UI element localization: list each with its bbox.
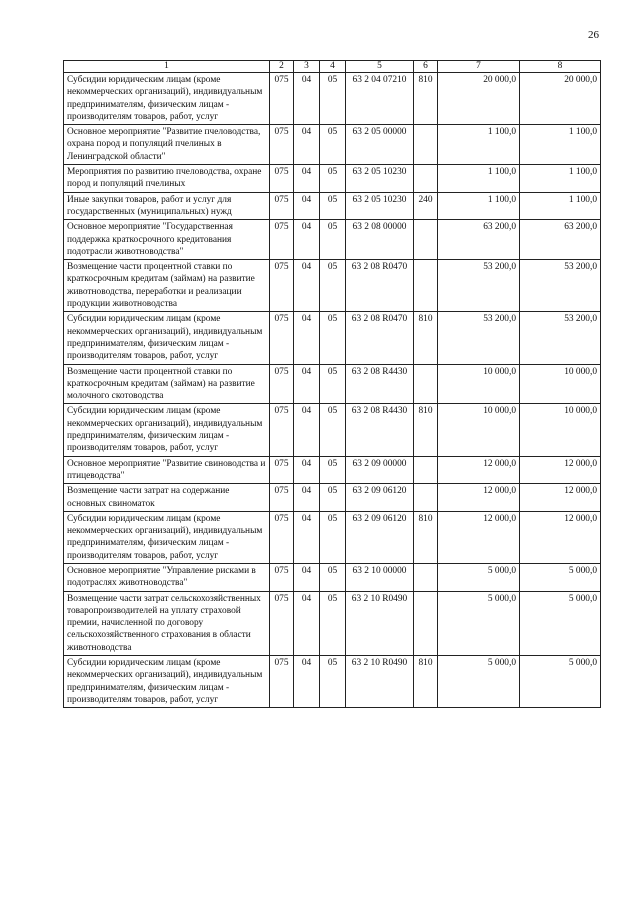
- table-row: [64, 260, 601, 312]
- amount2-cell: 1 100,0: [520, 192, 601, 220]
- page-number: 26: [588, 29, 599, 41]
- table-row: [64, 165, 601, 193]
- column-header: 1: [64, 61, 270, 73]
- type-cell: [414, 563, 438, 591]
- code-cell: 63 2 08 00000: [346, 220, 414, 260]
- col2-cell: 075: [270, 312, 294, 364]
- amount1-cell: 63 200,0: [438, 220, 520, 260]
- col4-cell: 05: [320, 192, 346, 220]
- type-cell: 810: [414, 404, 438, 456]
- col2-cell: 075: [270, 404, 294, 456]
- row-name-cell: Субсидии юридическим лицам (кроме некоммерческих организаций), индивидуальным предпринимателям, физическим лицам - производителям товаров, работ, услуг: [64, 511, 270, 563]
- amount2-cell: 63 200,0: [520, 220, 601, 260]
- amount2-cell: 1 100,0: [520, 165, 601, 193]
- col3-cell: 04: [294, 456, 320, 484]
- table-row: [64, 312, 601, 364]
- row-name-cell: Основное мероприятие "Развитие пчеловодства, охрана пород и популяций пчелиных в Ленинградской области": [64, 125, 270, 165]
- col3-cell: 04: [294, 312, 320, 364]
- col3-cell: 04: [294, 220, 320, 260]
- col4-cell: 05: [320, 484, 346, 512]
- col3-cell: 04: [294, 484, 320, 512]
- row-name-cell: Субсидии юридическим лицам (кроме некоммерческих организаций), индивидуальным предпринимателям, физическим лицам - производителям товаров, работ, услуг: [64, 404, 270, 456]
- col2-cell: 075: [270, 511, 294, 563]
- amount2-cell: 53 200,0: [520, 312, 601, 364]
- amount2-cell: 5 000,0: [520, 563, 601, 591]
- type-cell: [414, 165, 438, 193]
- row-name-cell: Субсидии юридическим лицам (кроме некоммерческих организаций), индивидуальным предпринимателям, физическим лицам - производителям товаров, работ, услуг: [64, 73, 270, 125]
- col3-cell: 04: [294, 192, 320, 220]
- amount2-cell: 10 000,0: [520, 404, 601, 456]
- amount2-cell: 12 000,0: [520, 456, 601, 484]
- column-header: 2: [270, 61, 294, 73]
- code-cell: 63 2 08 R4430: [346, 404, 414, 456]
- amount2-cell: 12 000,0: [520, 511, 601, 563]
- col2-cell: 075: [270, 73, 294, 125]
- col4-cell: 05: [320, 591, 346, 655]
- row-name-cell: Основное мероприятие "Государственная поддержка краткосрочного кредитования подотрасли животноводства": [64, 220, 270, 260]
- table-row: [64, 591, 601, 655]
- col4-cell: 05: [320, 456, 346, 484]
- col4-cell: 05: [320, 563, 346, 591]
- column-header: 6: [414, 61, 438, 73]
- code-cell: 63 2 04 07210: [346, 73, 414, 125]
- amount1-cell: 20 000,0: [438, 73, 520, 125]
- type-cell: [414, 260, 438, 312]
- row-name-cell: Основное мероприятие "Развитие свиноводства и птицеводства": [64, 456, 270, 484]
- col3-cell: 04: [294, 260, 320, 312]
- col2-cell: 075: [270, 484, 294, 512]
- col3-cell: 04: [294, 73, 320, 125]
- amount1-cell: 1 100,0: [438, 192, 520, 220]
- amount2-cell: 12 000,0: [520, 484, 601, 512]
- amount2-cell: 5 000,0: [520, 591, 601, 655]
- table-body: [64, 73, 601, 708]
- table-row: [64, 125, 601, 165]
- col4-cell: 05: [320, 165, 346, 193]
- col2-cell: 075: [270, 364, 294, 404]
- col3-cell: 04: [294, 404, 320, 456]
- row-name-cell: Возмещение части затрат на содержание основных свиноматок: [64, 484, 270, 512]
- amount1-cell: 53 200,0: [438, 312, 520, 364]
- col2-cell: 075: [270, 591, 294, 655]
- row-name-cell: Возмещение части затрат сельскохозяйственных товаропроизводителей на уплату страховой премии, начисленной по договору сельскохозяйственного страхования в области животноводства: [64, 591, 270, 655]
- code-cell: 63 2 08 R4430: [346, 364, 414, 404]
- amount1-cell: 1 100,0: [438, 165, 520, 193]
- code-cell: 63 2 05 00000: [346, 125, 414, 165]
- amount1-cell: 10 000,0: [438, 364, 520, 404]
- type-cell: 810: [414, 312, 438, 364]
- col2-cell: 075: [270, 220, 294, 260]
- col3-cell: 04: [294, 364, 320, 404]
- type-cell: 810: [414, 656, 438, 708]
- amount1-cell: 53 200,0: [438, 260, 520, 312]
- col4-cell: 05: [320, 364, 346, 404]
- code-cell: 63 2 10 R0490: [346, 591, 414, 655]
- code-cell: 63 2 10 R0490: [346, 656, 414, 708]
- type-cell: 810: [414, 511, 438, 563]
- amount1-cell: 12 000,0: [438, 511, 520, 563]
- amount2-cell: 53 200,0: [520, 260, 601, 312]
- col2-cell: 075: [270, 125, 294, 165]
- column-header: 3: [294, 61, 320, 73]
- row-name-cell: Субсидии юридическим лицам (кроме некоммерческих организаций), индивидуальным предпринимателям, физическим лицам - производителям товаров, работ, услуг: [64, 312, 270, 364]
- row-name-cell: Иные закупки товаров, работ и услуг для государственных (муниципальных) нужд: [64, 192, 270, 220]
- row-name-cell: Мероприятия по развитию пчеловодства, охране пород и популяций пчелиных: [64, 165, 270, 193]
- amount1-cell: 5 000,0: [438, 563, 520, 591]
- code-cell: 63 2 10 00000: [346, 563, 414, 591]
- col3-cell: 04: [294, 563, 320, 591]
- column-header: 7: [438, 61, 520, 73]
- col4-cell: 05: [320, 260, 346, 312]
- col3-cell: 04: [294, 165, 320, 193]
- col4-cell: 05: [320, 125, 346, 165]
- col2-cell: 075: [270, 192, 294, 220]
- table-row: [64, 192, 601, 220]
- amount2-cell: 5 000,0: [520, 656, 601, 708]
- code-cell: 63 2 09 00000: [346, 456, 414, 484]
- code-cell: 63 2 05 10230: [346, 192, 414, 220]
- col4-cell: 05: [320, 312, 346, 364]
- code-cell: 63 2 09 06120: [346, 511, 414, 563]
- col4-cell: 05: [320, 511, 346, 563]
- column-header: 5: [346, 61, 414, 73]
- column-header: 8: [520, 61, 601, 73]
- col2-cell: 075: [270, 165, 294, 193]
- amount1-cell: 12 000,0: [438, 484, 520, 512]
- budget-table: [63, 60, 601, 708]
- amount1-cell: 1 100,0: [438, 125, 520, 165]
- table-row: [64, 364, 601, 404]
- amount1-cell: 12 000,0: [438, 456, 520, 484]
- row-name-cell: Возмещение части процентной ставки по краткосрочным кредитам (займам) на развитие животноводства, переработки и реализации продукции животноводства: [64, 260, 270, 312]
- amount2-cell: 20 000,0: [520, 73, 601, 125]
- col3-cell: 04: [294, 511, 320, 563]
- table-row: [64, 220, 601, 260]
- code-cell: 63 2 08 R0470: [346, 260, 414, 312]
- type-cell: [414, 456, 438, 484]
- table-row: [64, 456, 601, 484]
- col2-cell: 075: [270, 563, 294, 591]
- code-cell: 63 2 08 R0470: [346, 312, 414, 364]
- col2-cell: 075: [270, 656, 294, 708]
- table-row: [64, 73, 601, 125]
- table-row: [64, 563, 601, 591]
- col3-cell: 04: [294, 591, 320, 655]
- row-name-cell: Возмещение части процентной ставки по краткосрочным кредитам (займам) на развитие молочного скотоводства: [64, 364, 270, 404]
- table-row: [64, 511, 601, 563]
- amount2-cell: 10 000,0: [520, 364, 601, 404]
- table-row: [64, 404, 601, 456]
- col3-cell: 04: [294, 125, 320, 165]
- col3-cell: 04: [294, 656, 320, 708]
- col4-cell: 05: [320, 73, 346, 125]
- col4-cell: 05: [320, 220, 346, 260]
- amount1-cell: 10 000,0: [438, 404, 520, 456]
- table-row: [64, 484, 601, 512]
- type-cell: [414, 125, 438, 165]
- type-cell: 240: [414, 192, 438, 220]
- column-header: 4: [320, 61, 346, 73]
- row-name-cell: Субсидии юридическим лицам (кроме некоммерческих организаций), индивидуальным предпринимателям, физическим лицам - производителям товаров, работ, услуг: [64, 656, 270, 708]
- col2-cell: 075: [270, 260, 294, 312]
- type-cell: [414, 220, 438, 260]
- col4-cell: 05: [320, 656, 346, 708]
- code-cell: 63 2 09 06120: [346, 484, 414, 512]
- table-header-row: [64, 61, 601, 73]
- amount1-cell: 5 000,0: [438, 656, 520, 708]
- amount1-cell: 5 000,0: [438, 591, 520, 655]
- table-row: [64, 656, 601, 708]
- type-cell: 810: [414, 73, 438, 125]
- amount2-cell: 1 100,0: [520, 125, 601, 165]
- type-cell: [414, 364, 438, 404]
- col4-cell: 05: [320, 404, 346, 456]
- row-name-cell: Основное мероприятие "Управление рисками в подотраслях животноводства": [64, 563, 270, 591]
- code-cell: 63 2 05 10230: [346, 165, 414, 193]
- col2-cell: 075: [270, 456, 294, 484]
- type-cell: [414, 591, 438, 655]
- type-cell: [414, 484, 438, 512]
